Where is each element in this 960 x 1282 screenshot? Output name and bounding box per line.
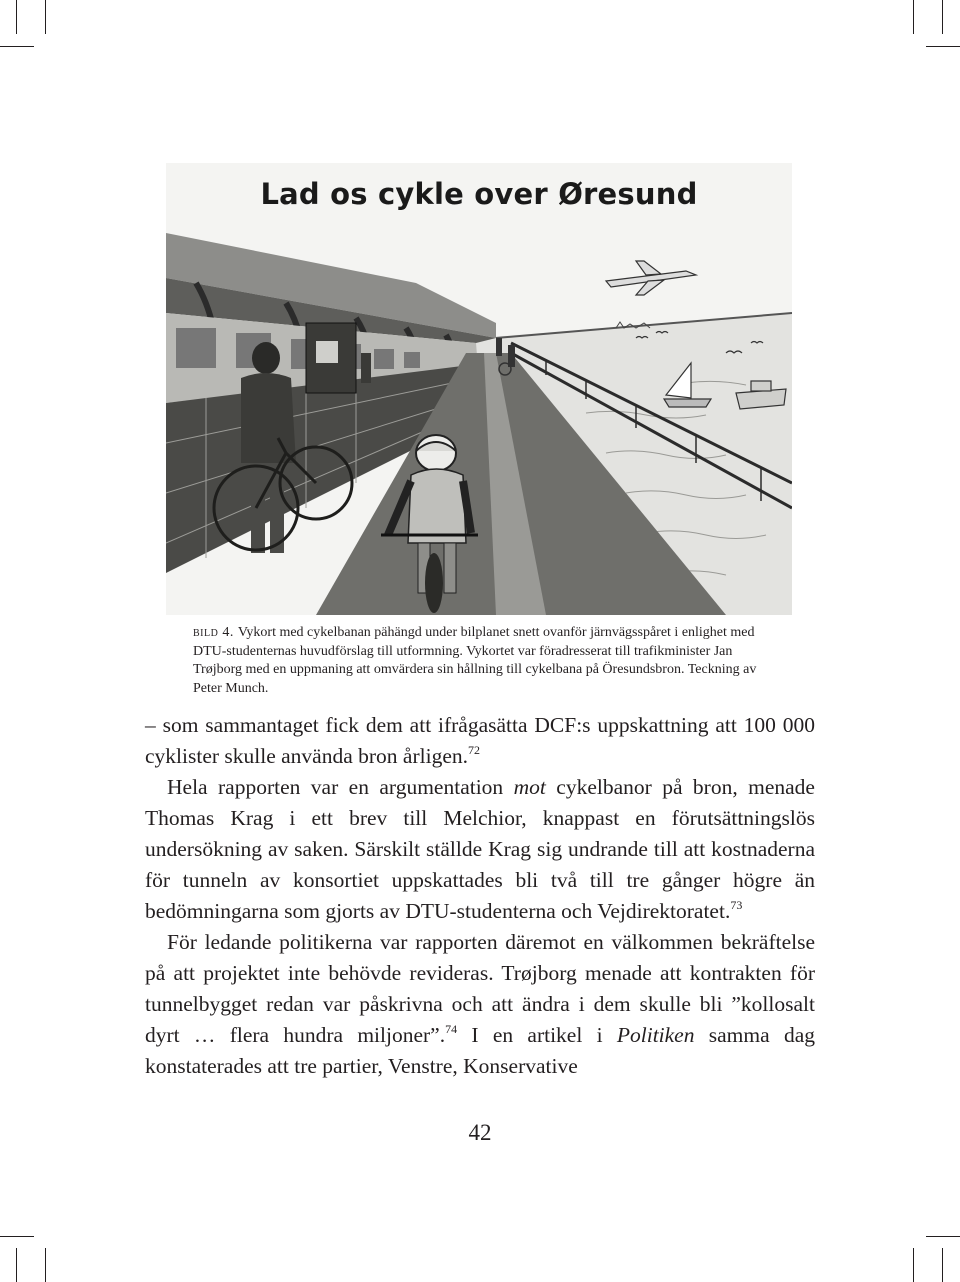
paragraph-2-text-c: cykelbanor på bron, menade Thomas Krag i ett brev till Melchior, knappast en förutsättningslös undersökning av saken. Särskilt ställde Krag sig undrande till att kostnaderna för tunneln av konsortiet uppskattades bli två till tre gånger högre än bedömningarna som gjorts av DTU-studenterna och Vejdirektoratet.	[145, 775, 815, 923]
crop-mark	[913, 1248, 914, 1282]
paragraph-3	[145, 927, 815, 1082]
body-text	[145, 710, 815, 1082]
crop-mark	[926, 1236, 960, 1237]
paragraph-2	[145, 772, 815, 927]
paragraph-1-text: – som sammantaget fick dem att ifrågasätta DCF:s uppskattning att 100 000 cyklister skulle använda bron årligen.	[145, 713, 815, 768]
bicycle-bridge-drawing-icon	[166, 163, 792, 615]
crop-mark	[16, 1248, 17, 1282]
crop-mark	[45, 1248, 46, 1282]
postcard-title: Lad os cykle over Øresund	[260, 177, 698, 211]
paragraph-3-text-d: samma dag konstaterades att tre partier, Venstre, Konservative	[145, 1023, 815, 1078]
crop-mark	[0, 1236, 34, 1237]
paragraph-3-text-b: I en artikel i	[457, 1023, 617, 1047]
crop-mark	[16, 0, 17, 34]
crop-mark	[913, 0, 914, 34]
footnote-ref-74: 74	[445, 1022, 458, 1036]
crop-mark	[942, 1248, 943, 1282]
caption-label: bild 4.	[193, 625, 234, 640]
paragraph-3-text-a: För ledande politikerna var rapporten däremot en välkommen bekräftelse på att projektet inte behövde revideras. Trøjborg menade att kontrakten för tunnelbygget redan var påskrivna och att ändra i dem skulle bli ”kollosalt dyrt … flera hundra miljoner”.	[145, 930, 815, 1047]
paragraph-3-italic: Politiken	[616, 1023, 695, 1047]
figure-caption	[193, 624, 773, 698]
caption-text: Vykort med cykelbanan pähängd under bilplanet snett ovanför järnvägsspåret i enlighet med DTU-studenternas huvudförslag till utformning. Vykortet var föradresserat till trafikminister Jan Trøjborg med en uppmaning att omvärdera sin hållning till cykelbana på Öresundsbron. Teckning av Peter Munch.	[193, 625, 757, 696]
crop-mark	[942, 0, 943, 34]
page-number: 42	[468, 1120, 492, 1145]
postcard-illustration	[166, 163, 792, 615]
crop-mark	[926, 46, 960, 47]
crop-mark	[0, 46, 34, 47]
paragraph-2-italic: mot	[513, 775, 546, 799]
paragraph-2-text-a: Hela rapporten var en argumentation	[167, 775, 514, 799]
footnote-ref-73: 73	[730, 898, 743, 912]
crop-mark	[45, 0, 46, 34]
footnote-ref-72: 72	[468, 743, 480, 757]
paragraph-1	[145, 710, 815, 772]
